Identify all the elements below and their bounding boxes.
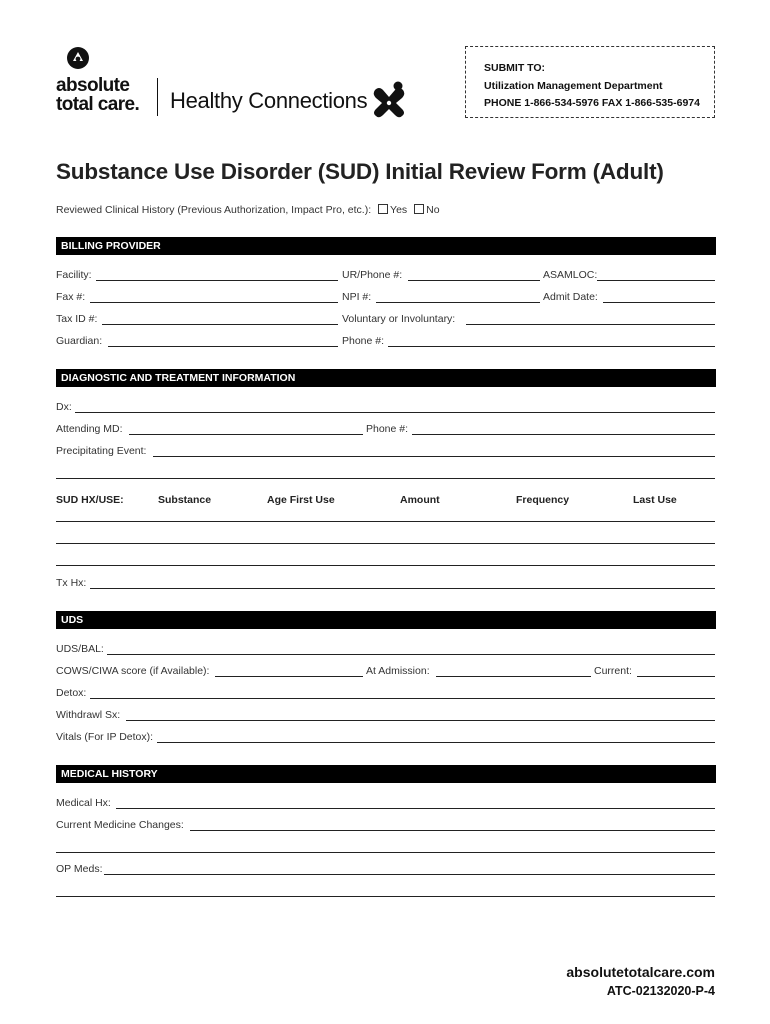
sud-hx-row-line[interactable]: [56, 565, 715, 566]
guardian-label: Guardian:: [56, 335, 103, 347]
phone-fax-numbers: PHONE 1-866-534-5976 FAX 1-866-535-6974: [484, 97, 700, 109]
sud-hx-label: SUD HX/USE:: [56, 494, 124, 506]
attending-md-field[interactable]: [129, 434, 363, 435]
no-label: No: [426, 204, 440, 216]
facility-label: Facility:: [56, 269, 92, 281]
withdrawl-sx-label: Withdrawl Sx:: [56, 709, 121, 721]
current-field[interactable]: [637, 676, 715, 677]
asamloc-label: ASAMLOC:: [543, 269, 598, 281]
no-checkbox[interactable]: [414, 204, 424, 214]
website-link[interactable]: absolutetotalcare.com: [566, 964, 715, 980]
department-name: Utilization Management Department: [484, 80, 663, 92]
reviewed-clinical-history-row: [56, 204, 440, 216]
attending-md-label: Attending MD:: [56, 423, 123, 435]
form-code: ATC-02132020-P-4: [606, 984, 715, 998]
col-age-first-use: Age First Use: [267, 494, 335, 506]
op-meds-line-2[interactable]: [56, 896, 715, 897]
col-amount: Amount: [400, 494, 440, 506]
fax-field[interactable]: [90, 302, 338, 303]
uds-bal-label: UDS/BAL:: [56, 643, 104, 655]
diagnostic-heading: DIAGNOSTIC AND TREATMENT INFORMATION: [56, 369, 716, 387]
brand-line-1: absolute: [56, 75, 130, 96]
uds-bal-field[interactable]: [107, 654, 715, 655]
precipitating-event-label: Precipitating Event:: [56, 445, 147, 457]
logo-divider: [157, 78, 158, 116]
healthy-connections-x-icon: [371, 80, 407, 118]
withdrawl-sx-field[interactable]: [126, 720, 715, 721]
tx-hx-field[interactable]: [90, 588, 715, 589]
detox-field[interactable]: [90, 698, 715, 699]
cows-ciwa-field[interactable]: [215, 676, 363, 677]
facility-field[interactable]: [96, 280, 338, 281]
tax-id-label: Tax ID #:: [56, 313, 98, 325]
admit-date-label: Admit Date:: [543, 291, 598, 303]
sud-hx-row-line[interactable]: [56, 521, 715, 522]
yes-checkbox[interactable]: [378, 204, 388, 214]
at-admission-label: At Admission:: [366, 665, 430, 677]
vitals-field[interactable]: [157, 742, 715, 743]
npi-label: NPI #:: [342, 291, 372, 303]
voluntary-label: Voluntary or Involuntary:: [342, 313, 456, 325]
asamloc-field[interactable]: [597, 280, 715, 281]
cows-ciwa-label: COWS/CIWA score (if Available):: [56, 665, 210, 677]
ur-phone-label: UR/Phone #:: [342, 269, 403, 281]
vitals-label: Vitals (For IP Detox):: [56, 731, 154, 743]
npi-field[interactable]: [376, 302, 540, 303]
brand-name: [56, 76, 139, 114]
attending-phone-field[interactable]: [412, 434, 715, 435]
fax-label: Fax #:: [56, 291, 86, 303]
partner-name: Healthy Connections: [170, 88, 368, 113]
tax-id-field[interactable]: [102, 324, 338, 325]
guardian-field[interactable]: [108, 346, 338, 347]
medical-history-heading: MEDICAL HISTORY: [56, 765, 716, 783]
ur-phone-field[interactable]: [408, 280, 540, 281]
sud-hx-row-line[interactable]: [56, 543, 715, 544]
yes-label: Yes: [390, 204, 408, 216]
col-substance: Substance: [158, 494, 212, 506]
op-meds-label: OP Meds:: [56, 863, 103, 875]
attending-phone-label: Phone #:: [366, 423, 409, 435]
current-label: Current:: [594, 665, 632, 677]
phone-label: Phone #:: [342, 335, 385, 347]
at-admission-field[interactable]: [436, 676, 591, 677]
medicine-changes-field[interactable]: [190, 830, 715, 831]
precipitating-event-field[interactable]: [153, 456, 715, 457]
medicine-changes-line-2[interactable]: [56, 852, 715, 853]
uds-heading: UDS: [56, 611, 716, 629]
op-meds-field[interactable]: [104, 874, 715, 875]
absolute-total-care-logo-icon: [66, 46, 90, 70]
phone-field[interactable]: [388, 346, 715, 347]
dx-field[interactable]: [75, 412, 715, 413]
medicine-changes-label: Current Medicine Changes:: [56, 819, 184, 831]
voluntary-field[interactable]: [466, 324, 715, 325]
billing-provider-heading: BILLING PROVIDER: [56, 237, 716, 255]
admit-date-field[interactable]: [603, 302, 715, 303]
brand-line-2: total care.: [56, 94, 140, 115]
reviewed-label: Reviewed Clinical History (Previous Authorization, Impact Pro, etc.):: [56, 204, 372, 216]
precipitating-event-line-2[interactable]: [56, 478, 715, 479]
submit-to-label: SUBMIT TO:: [484, 62, 546, 74]
medical-hx-field[interactable]: [116, 808, 715, 809]
detox-label: Detox:: [56, 687, 87, 699]
form-title: Substance Use Disorder (SUD) Initial Review Form (Adult): [56, 159, 664, 184]
dx-label: Dx:: [56, 401, 72, 413]
tx-hx-label: Tx Hx:: [56, 577, 87, 589]
medical-hx-label: Medical Hx:: [56, 797, 111, 809]
col-frequency: Frequency: [516, 494, 570, 506]
col-last-use: Last Use: [633, 494, 677, 506]
